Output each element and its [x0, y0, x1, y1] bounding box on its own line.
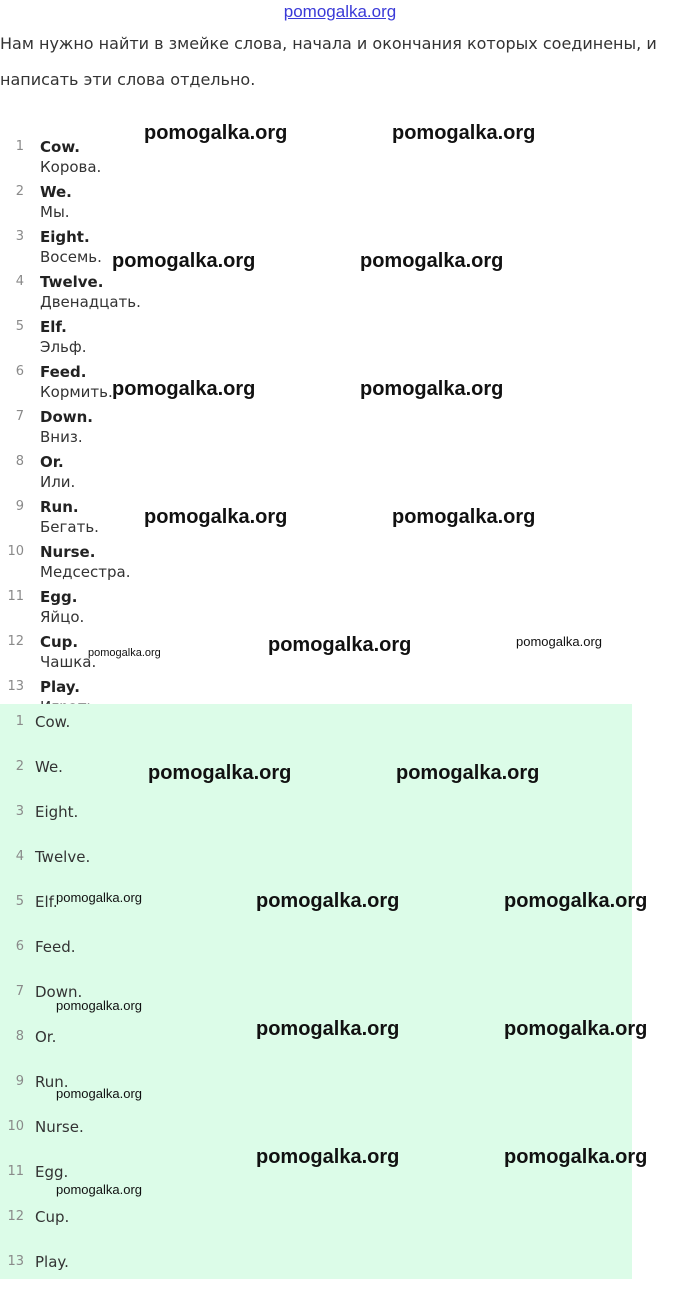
watermark: pomogalka.org — [392, 122, 536, 144]
item-number: 11 — [7, 589, 24, 604]
russian-translation: Кормить. — [40, 383, 113, 401]
watermark: pomogalka.org — [396, 762, 540, 784]
english-word: Run. — [40, 498, 79, 516]
english-word: Elf. — [40, 318, 67, 336]
watermark: pomogalka.org — [504, 1146, 648, 1168]
russian-translation: Двенадцать. — [40, 293, 141, 311]
russian-translation: Яйцо. — [40, 608, 85, 626]
item-number: 2 — [15, 759, 24, 774]
english-word: Twelve. — [40, 273, 104, 291]
item-number: 2 — [15, 184, 24, 199]
item-number: 11 — [7, 1164, 24, 1179]
item-number: 5 — [15, 894, 24, 909]
watermark: pomogalka.org — [112, 378, 256, 400]
watermark: pomogalka.org — [516, 634, 602, 649]
item-number: 12 — [7, 634, 24, 649]
answer-word: Run. — [35, 1073, 69, 1091]
english-word: Down. — [40, 408, 93, 426]
item-number: 3 — [15, 229, 24, 244]
watermark: pomogalka.org — [256, 890, 400, 912]
item-number: 8 — [15, 454, 24, 469]
item-number: 4 — [15, 849, 24, 864]
watermark: pomogalka.org — [148, 762, 292, 784]
watermark: pomogalka.org — [56, 1086, 142, 1101]
answer-word: Cup. — [35, 1208, 70, 1226]
english-word: Egg. — [40, 588, 78, 606]
russian-translation: Или. — [40, 473, 76, 491]
watermark: pomogalka.org — [504, 1018, 648, 1040]
watermark: pomogalka.org — [504, 890, 648, 912]
item-number: 9 — [15, 499, 24, 514]
item-number: 7 — [15, 409, 24, 424]
answer-word: Egg. — [35, 1163, 69, 1181]
watermark: pomogalka.org — [360, 378, 504, 400]
answer-word: Down. — [35, 983, 83, 1001]
russian-translation: Корова. — [40, 158, 102, 176]
english-word: Or. — [40, 453, 64, 471]
watermark: pomogalka.org — [268, 634, 412, 656]
item-number: 1 — [15, 139, 24, 154]
item-number: 12 — [7, 1209, 24, 1224]
item-number: 6 — [15, 364, 24, 379]
english-word: We. — [40, 183, 72, 201]
answer-word: Feed. — [35, 938, 76, 956]
answer-word: We. — [35, 758, 63, 776]
answer-word: Twelve. — [35, 848, 91, 866]
english-word: Cow. — [40, 138, 80, 156]
item-number: 5 — [15, 319, 24, 334]
watermark: pomogalka.org — [88, 647, 161, 659]
watermark: pomogalka.org — [56, 998, 142, 1013]
item-number: 3 — [15, 804, 24, 819]
english-word: Cup. — [40, 633, 79, 651]
russian-translation: Медсестра. — [40, 563, 131, 581]
answer-word: Nurse. — [35, 1118, 84, 1136]
item-number: 4 — [15, 274, 24, 289]
english-word: Play. — [40, 678, 80, 696]
item-number: 10 — [7, 544, 24, 559]
english-word: Eight. — [40, 228, 90, 246]
watermark: pomogalka.org — [56, 1182, 142, 1197]
task-intro: Нам нужно найти в змейке слова, начала и окончания которых соединены, и написать эти слова отдельно. — [0, 34, 657, 89]
item-number: 13 — [7, 679, 24, 694]
russian-translation: Мы. — [40, 203, 70, 221]
english-word: Nurse. — [40, 543, 96, 561]
watermark: pomogalka.org — [144, 506, 288, 528]
site-header-link[interactable]: pomogalka.org — [283, 2, 397, 21]
english-word: Feed. — [40, 363, 87, 381]
item-number: 9 — [15, 1074, 24, 1089]
item-number: 1 — [15, 714, 24, 729]
answer-word: Cow. — [35, 713, 71, 731]
watermark: pomogalka.org — [56, 890, 142, 905]
answer-word: Or. — [35, 1028, 57, 1046]
item-number: 7 — [15, 984, 24, 999]
answer-word: Elf. — [35, 893, 58, 911]
item-number: 10 — [7, 1119, 24, 1134]
answer-word: Play. — [35, 1253, 69, 1271]
watermark: pomogalka.org — [256, 1146, 400, 1168]
watermark: pomogalka.org — [144, 122, 288, 144]
item-number: 8 — [15, 1029, 24, 1044]
russian-translation: Вниз. — [40, 428, 83, 446]
russian-translation: Бегать. — [40, 518, 99, 536]
watermark: pomogalka.org — [392, 506, 536, 528]
item-number: 13 — [7, 1254, 24, 1269]
watermark: pomogalka.org — [112, 250, 256, 272]
watermark: pomogalka.org — [256, 1018, 400, 1040]
russian-translation: Чашка. — [40, 653, 97, 671]
item-number: 6 — [15, 939, 24, 954]
watermark: pomogalka.org — [360, 250, 504, 272]
russian-translation: Восемь. — [40, 248, 102, 266]
russian-translation: Эльф. — [40, 338, 87, 356]
answer-word: Eight. — [35, 803, 79, 821]
